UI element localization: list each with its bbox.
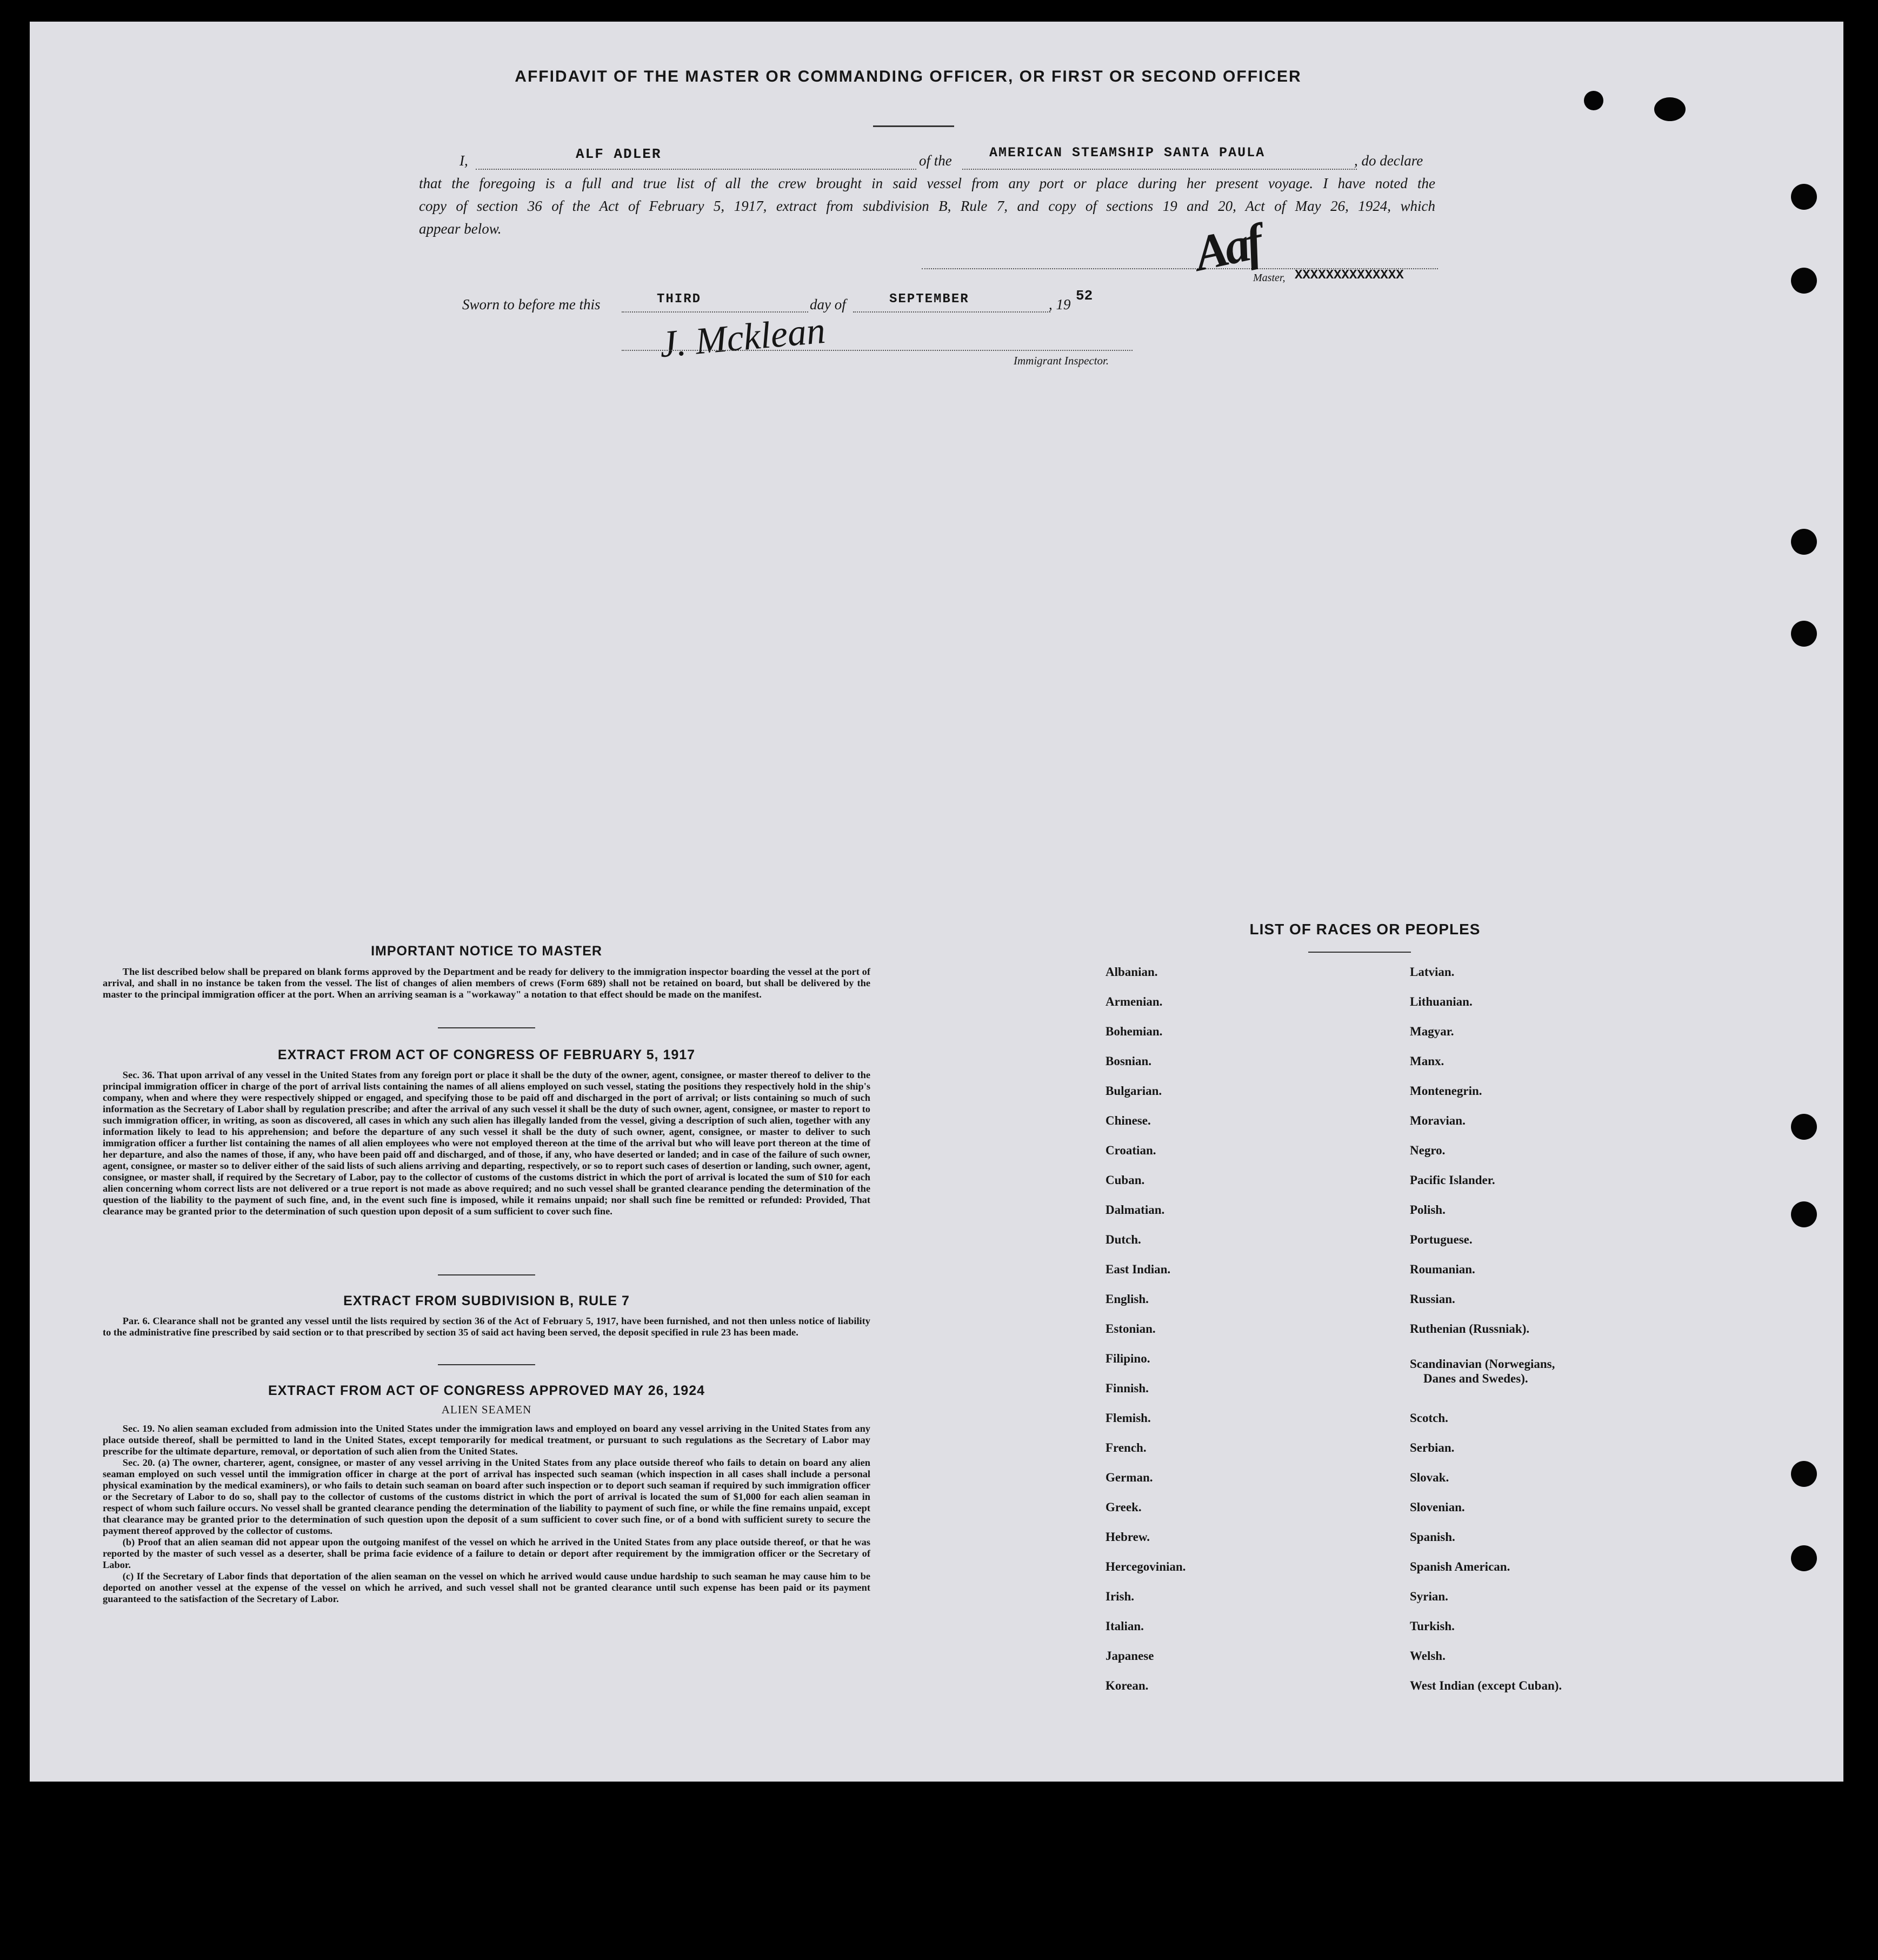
- race-item: Latvian.: [1410, 965, 1455, 979]
- race-item: Bohemian.: [1106, 1025, 1163, 1038]
- race-item: Bosnian.: [1106, 1054, 1152, 1068]
- race-item: English.: [1106, 1292, 1149, 1306]
- affidavit-paragraph: that the foregoing is a full and true list of all the crew brought in said vessel from any port or place during her present voyage. I have noted the copy of section 36 of the Act of February 5, 1917, extract from subdivision B, Rule 7, and copy of sections 19 and 20, Act of May 26, 1924, which appear below.: [419, 175, 1435, 237]
- sworn-month-line: [853, 311, 1050, 313]
- race-item: Italian.: [1106, 1619, 1144, 1633]
- race-item: Armenian.: [1106, 995, 1163, 1008]
- race-item: Cuban.: [1106, 1173, 1145, 1187]
- race-item: Japanese: [1106, 1649, 1154, 1663]
- inspector-label: Immigrant Inspector.: [1014, 354, 1109, 367]
- race-item: Ruthenian (Russniak).: [1410, 1322, 1530, 1336]
- race-item: Finnish.: [1106, 1381, 1149, 1395]
- race-item: Dalmatian.: [1106, 1203, 1165, 1217]
- i-label: I,: [459, 152, 468, 169]
- race-item: Croatian.: [1106, 1144, 1156, 1157]
- sworn-label: Sworn to before me this: [462, 296, 601, 313]
- race-item: Scandinavian (Norwegians,: [1410, 1357, 1555, 1371]
- extract-1924-title: EXTRACT FROM ACT OF CONGRESS APPROVED MAY 26, 1924: [268, 1383, 705, 1398]
- affidavit-title: AFFIDAVIT OF THE MASTER OR COMMANDING OFFICER, OR FIRST OR SECOND OFFICER: [515, 68, 1302, 85]
- of-the-label: of the: [919, 152, 952, 169]
- inspector-line: [622, 350, 1133, 351]
- race-item: Welsh.: [1410, 1649, 1446, 1663]
- race-item: Manx.: [1410, 1054, 1444, 1068]
- race-item: Spanish American.: [1410, 1560, 1510, 1573]
- race-item: Portuguese.: [1410, 1233, 1473, 1246]
- race-item: Serbian.: [1410, 1441, 1455, 1454]
- do-declare-label: , do declare: [1354, 152, 1423, 169]
- race-item: Scotch.: [1410, 1411, 1448, 1425]
- year-prefix: , 19: [1049, 296, 1071, 313]
- divider: [438, 1027, 535, 1028]
- punch-hole: [1791, 1461, 1817, 1487]
- race-item: Moravian.: [1410, 1114, 1466, 1127]
- race-item: Hebrew.: [1106, 1530, 1150, 1544]
- race-item: Irish.: [1106, 1590, 1135, 1603]
- race-item: Korean.: [1106, 1679, 1149, 1692]
- punch-hole: [1791, 1545, 1817, 1571]
- vessel-line: [962, 169, 1357, 170]
- race-item: French.: [1106, 1441, 1147, 1454]
- race-item: Filipino.: [1106, 1352, 1150, 1365]
- race-item: Lithuanian.: [1410, 995, 1473, 1008]
- rule7-title: EXTRACT FROM SUBDIVISION B, RULE 7: [343, 1293, 630, 1308]
- punch-hole: [1791, 1114, 1817, 1140]
- sec-20a-text: Sec. 20. (a) The owner, charterer, agent, consignee, or master of any vessel arriving in the United States from any place outside thereof who fails to detain on board any alien seaman employed on such vessel until the immigration officer in charge at the port of arrival has inspected such seaman (which inspection in all cases shall include a personal physical examination by the medical examiners), or who fails to detain such seaman on board after such inspection or to deport such seaman if required by such immigration officer or the Secretary of Labor to do so, shall pay to the collector of customs of the customs district in which the port of arrival is located the sum of $1,000 for each alien seaman in respect of whom such failure occurs. No vessel shall be granted clearance pending the determination of the liability to payment of such fine, or while the fine remains unpaid, except that clearance may be granted prior to the determination of such question upon the deposit of a sum sufficient to cover such fine, or of a bond with sufficient surety to secure the payment thereof approved by the collector of customs.: [103, 1457, 870, 1536]
- punch-hole: [1791, 268, 1817, 294]
- race-item: Flemish.: [1106, 1411, 1151, 1425]
- sec-20b-text: (b) Proof that an alien seaman did not appear upon the outgoing manifest of the vessel on which he arrived in the United States from any place outside thereof, or that he was reported by the master of such vessel as a deserter, shall be prima facie evidence of a failure to detain or deport after requirement by the immigration officer or the Secretary of Labor.: [103, 1537, 870, 1570]
- divider: [438, 1274, 535, 1275]
- race-item: Dutch.: [1106, 1233, 1141, 1246]
- master-label: Master,: [1253, 272, 1286, 284]
- race-item: East Indian.: [1106, 1263, 1171, 1276]
- race-item: Chinese.: [1106, 1114, 1151, 1127]
- extract-1924-text: [103, 1423, 870, 1605]
- divider: [438, 1364, 535, 1365]
- race-item: Bulgarian.: [1106, 1084, 1162, 1098]
- race-item: West Indian (except Cuban).: [1410, 1679, 1562, 1692]
- race-item: Montenegrin.: [1410, 1084, 1482, 1098]
- race-item: Hercegovinian.: [1106, 1560, 1186, 1573]
- race-item: Slovenian.: [1410, 1500, 1465, 1514]
- punch-hole: [1791, 1201, 1817, 1227]
- year-suffix: 52: [1076, 288, 1093, 304]
- race-item: Albanian.: [1106, 965, 1158, 979]
- sec-20c-text: (c) If the Secretary of Labor finds that deportation of the alien seaman on the vessel on which he arrived would cause undue hardship to such seaman he may cause him to be deported on another vessel at the expense of the vessel on which he arrived, and such vessel shall not be granted clearance until such expense has been paid or its payment guaranteed to the satisfaction of the Secretary of Labor.: [103, 1571, 870, 1604]
- vessel-name: AMERICAN STEAMSHIP SANTA PAULA: [989, 145, 1266, 161]
- race-item: Spanish.: [1410, 1530, 1455, 1544]
- ink-blot: [1654, 97, 1686, 121]
- inspector-signature: J. Mcklean: [658, 309, 827, 366]
- notice-title: IMPORTANT NOTICE TO MASTER: [371, 944, 602, 959]
- race-item: Turkish.: [1410, 1619, 1455, 1633]
- master-name: ALF ADLER: [576, 146, 662, 162]
- title-divider: [873, 125, 954, 127]
- race-item: Pacific Islander.: [1410, 1173, 1495, 1187]
- master-signature: Aaf: [1189, 214, 1265, 282]
- alien-seamen-subtitle: ALIEN SEAMEN: [441, 1403, 532, 1416]
- race-item: Polish.: [1410, 1203, 1446, 1217]
- race-item: Magyar.: [1410, 1025, 1454, 1038]
- ink-blot: [1584, 91, 1603, 110]
- sec-19-text: Sec. 19. No alien seaman excluded from admission into the United States under the immigration laws and employed on board any vessel arriving in the United States from any place outside thereof, shall be permitted to land in the United States, except temporarily for medical treatment, or pursuant to such regulations as the Secretary of Labor may prescribe for the ultimate departure, removal, or deportation of such alien from the United States.: [103, 1423, 870, 1457]
- punch-hole: [1791, 529, 1817, 555]
- race-item: Slovak.: [1410, 1471, 1449, 1484]
- race-item: Estonian.: [1106, 1322, 1156, 1336]
- punch-hole: [1791, 184, 1817, 210]
- struck-officer-text: XXXXXXXXXXXXXX: [1295, 268, 1404, 283]
- rule7-text: Par. 6. Clearance shall not be granted any vessel until the lists required by section 36 of the Act of February 5, 1917, have been furnished, and not then unless notice of liability to the administrative fine prescribed by said section or to that prescribed by section 35 of said act having been served, the deposit specified in rule 23 has been made.: [103, 1315, 870, 1338]
- divider: [1308, 952, 1411, 953]
- notice-text: The list described below shall be prepared on blank forms approved by the Department and be ready for delivery to the immigration inspector boarding the vessel at the port of arrival, and shall in no instance be taken from the vessel. The list of changes of alien members of crews (Form 689) shall not be retained on board, but shall be delivered by the master to the principal immigration officer at the port. When an arriving seaman is a "workaway" a notation to that effect should be made on the manifest.: [103, 966, 870, 1000]
- day-of-label: day of: [810, 296, 846, 313]
- name-line: [476, 169, 916, 170]
- race-item: Danes and Swedes).: [1423, 1372, 1528, 1385]
- race-item: Negro.: [1410, 1144, 1446, 1157]
- race-item: Syrian.: [1410, 1590, 1448, 1603]
- race-item: Russian.: [1410, 1292, 1455, 1306]
- sworn-month: SEPTEMBER: [889, 292, 969, 307]
- race-item: Greek.: [1106, 1500, 1142, 1514]
- races-title: LIST OF RACES OR PEOPLES: [1249, 921, 1481, 938]
- extract-1917-text: Sec. 36. That upon arrival of any vessel in the United States from any foreign port or place it shall be the duty of the owner, agent, consignee, or master thereof to deliver to the principal immigration officer in charge of the port of arrival lists containing the names of all aliens employed on such vessel, stating the positions they respectively hold in the ship's company, when and where they were respectively shipped or engaged, and specifying those to be paid off and discharged in the port of arrival; or lists containing so much of such information as the Secretary of Labor shall by regulation prescribe; and after the arrival of any such vessel it shall be the duty of such owner, agent, consignee, or master to report to such immigration officer, in writing, as soon as discovered, all cases in which any such alien has illegally landed from the vessel, giving a description of such alien, together with any information likely to lead to his apprehension; and before the departure of any such vessel it shall be the duty of such owner, agent, consignee, or master to deliver to such immigration officer a further list containing the names of all alien employees who were not employed thereon at the time of the arrival but who will leave port thereon at the time of her departure, and also the names of those, if any, who have been paid off and discharged, and of those, if any, who have deserted or landed; and in case of the failure of such owner, agent, consignee, or master so to deliver either of the said lists of such aliens arriving and departing, respectively, or so to report such cases of desertion or landing, such owner, agent, consignee, or master shall, if required by the Secretary of Labor, pay to the collector of customs of the customs district in which the port of arrival is located the sum of $10 for each alien concerning whom correct lists are not delivered or a true report is not made as above required; and no such vessel shall be granted clearance pending the determination of the question of the liability to the payment of such fine, and, in the event such fine is imposed, while it remains unpaid; nor shall such fine be remitted or refunded: Provided, That clearance may be granted prior to the determination of such question upon deposit of a sum sufficient to cover such fine.: [103, 1069, 870, 1217]
- sworn-day: THIRD: [657, 292, 702, 307]
- punch-hole: [1791, 621, 1817, 647]
- race-item: German.: [1106, 1471, 1153, 1484]
- race-item: Roumanian.: [1410, 1263, 1475, 1276]
- extract-1917-title: EXTRACT FROM ACT OF CONGRESS OF FEBRUARY 5, 1917: [277, 1047, 696, 1062]
